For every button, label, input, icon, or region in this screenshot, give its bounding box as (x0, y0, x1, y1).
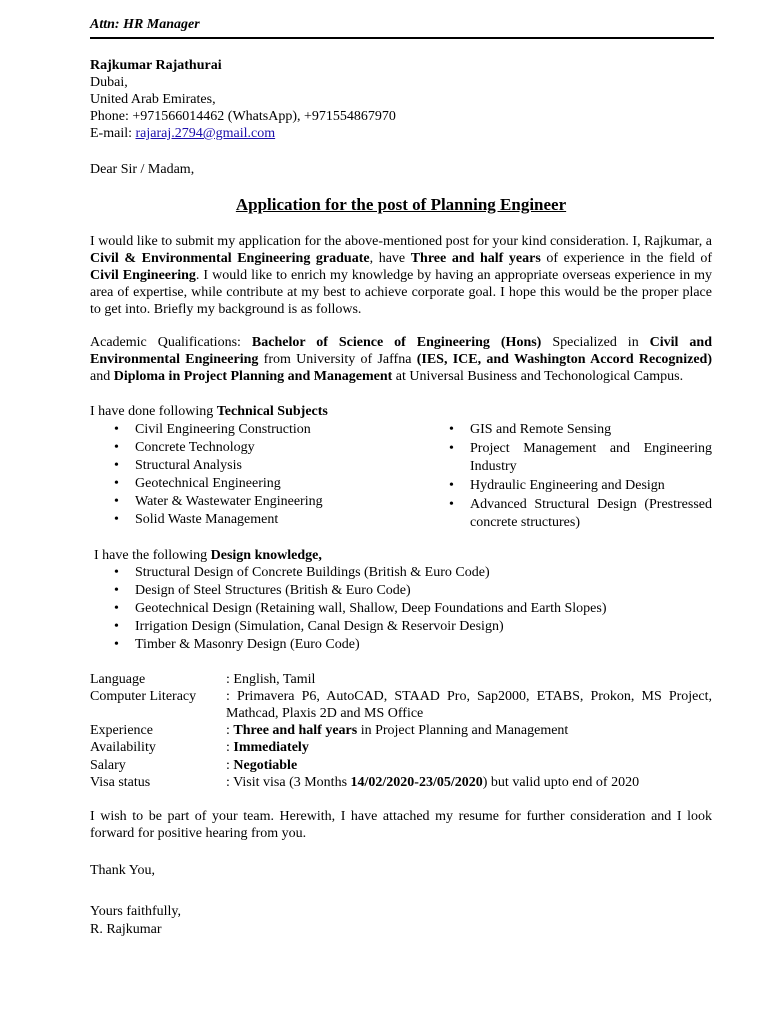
list-item: • Structural Design of Concrete Buildings (British & Euro Code) (90, 564, 712, 582)
email-label: E-mail: (90, 126, 136, 141)
list-item: • Concrete Technology (90, 439, 410, 457)
design-knowledge-heading: I have the following Design knowledge, (94, 548, 322, 563)
email-link[interactable]: rajaraj.2794@gmail.com (135, 126, 276, 141)
list-item: • Water & Wastewater Engineering (90, 493, 410, 511)
list-item: • Irrigation Design (Simulation, Canal Design & Reservoir Design) (90, 618, 712, 636)
list-item: • Design of Steel Structures (British & Euro Code) (90, 582, 712, 600)
list-item: • GIS and Remote Sensing (425, 421, 712, 439)
availability-value: : Immediately (226, 740, 309, 755)
list-item: • Hydraulic Engineering and Design (425, 477, 712, 495)
list-item: • Geotechnical Engineering (90, 475, 410, 493)
intro-paragraph: I would like to submit my application for the above-mentioned post for your kind consideration. I, Rajkumar, a Civil & Environmental Engineering graduate, have Three and half years of experience in the field of Civil Engineering. I would like to enrich my knowledge by having an appropriate overseas experience in my area of expertise, while contribute at my best to achieve corporate goal. I hope this would be the proper place to get into. Briefly my background is as follows. (90, 234, 712, 317)
computer-literacy-label: Computer Literacy (90, 689, 197, 704)
list-item: • Timber & Masonry Design (Euro Code) (90, 636, 712, 654)
salary-value: : Negotiable (226, 758, 298, 773)
technical-subjects-right (425, 421, 712, 532)
list-item: • Advanced Structural Design (Prestressed concrete structures) (425, 496, 712, 532)
visa-label: Visa status (90, 775, 151, 790)
list-item: • Civil Engineering Construction (90, 421, 410, 439)
letter-title: Application for the post of Planning Engineer (235, 195, 567, 214)
visa-value: : Visit visa (3 Months 14/02/2020-23/05/2020) but valid upto end of 2020 (226, 775, 640, 790)
salary-label: Salary (90, 758, 126, 773)
thank-you: Thank You, (90, 863, 155, 878)
sign-off: Yours faithfully, (90, 904, 182, 919)
technical-subjects-left (90, 421, 410, 529)
salutation: Dear Sir / Madam, (90, 162, 195, 177)
experience-label: Experience (90, 723, 153, 738)
sender-country: United Arab Emirates, (90, 92, 216, 107)
sender-city: Dubai, (90, 75, 128, 90)
sender-name: Rajkumar Rajathurai (90, 58, 222, 73)
language-label: Language (90, 672, 146, 687)
sender-email-line (90, 125, 275, 142)
computer-literacy-value: : Primavera P6, AutoCAD, STAAD Pro, Sap2000, ETABS, Prokon, MS Project, Mathcad, Plaxis 2D and MS Office (226, 689, 712, 721)
availability-label: Availability (90, 740, 156, 755)
experience-value: : Three and half years in Project Planning and Management (226, 723, 569, 738)
list-item: • Project Management and Engineering Industry (425, 440, 712, 476)
attn-header: Attn: HR Manager (90, 17, 200, 32)
header-rule (90, 37, 714, 39)
signature-name: R. Rajkumar (90, 922, 162, 937)
language-value: : English, Tamil (226, 672, 316, 687)
academic-paragraph: Academic Qualifications: Bachelor of Science of Engineering (Hons) Specialized in Civil and Environmental Engineering from University of Jaffna (IES, ICE, and Washington Accord Recognized) and Diploma in Project Planning and Management at Universal Business and Techonological Campus. (90, 335, 712, 384)
technical-subjects-heading: I have done following Technical Subjects (90, 404, 328, 419)
closing-paragraph: I wish to be part of your team. Herewith, I have attached my resume for further consideration and I look forward for positive hearing from you. (90, 809, 712, 841)
design-knowledge-list (90, 564, 712, 654)
list-item: • Geotechnical Design (Retaining wall, Shallow, Deep Foundations and Earth Slopes) (90, 600, 712, 618)
sender-phone: Phone: +971566014462 (WhatsApp), +971554867970 (90, 109, 396, 124)
list-item: • Structural Analysis (90, 457, 410, 475)
list-item: • Solid Waste Management (90, 511, 410, 529)
